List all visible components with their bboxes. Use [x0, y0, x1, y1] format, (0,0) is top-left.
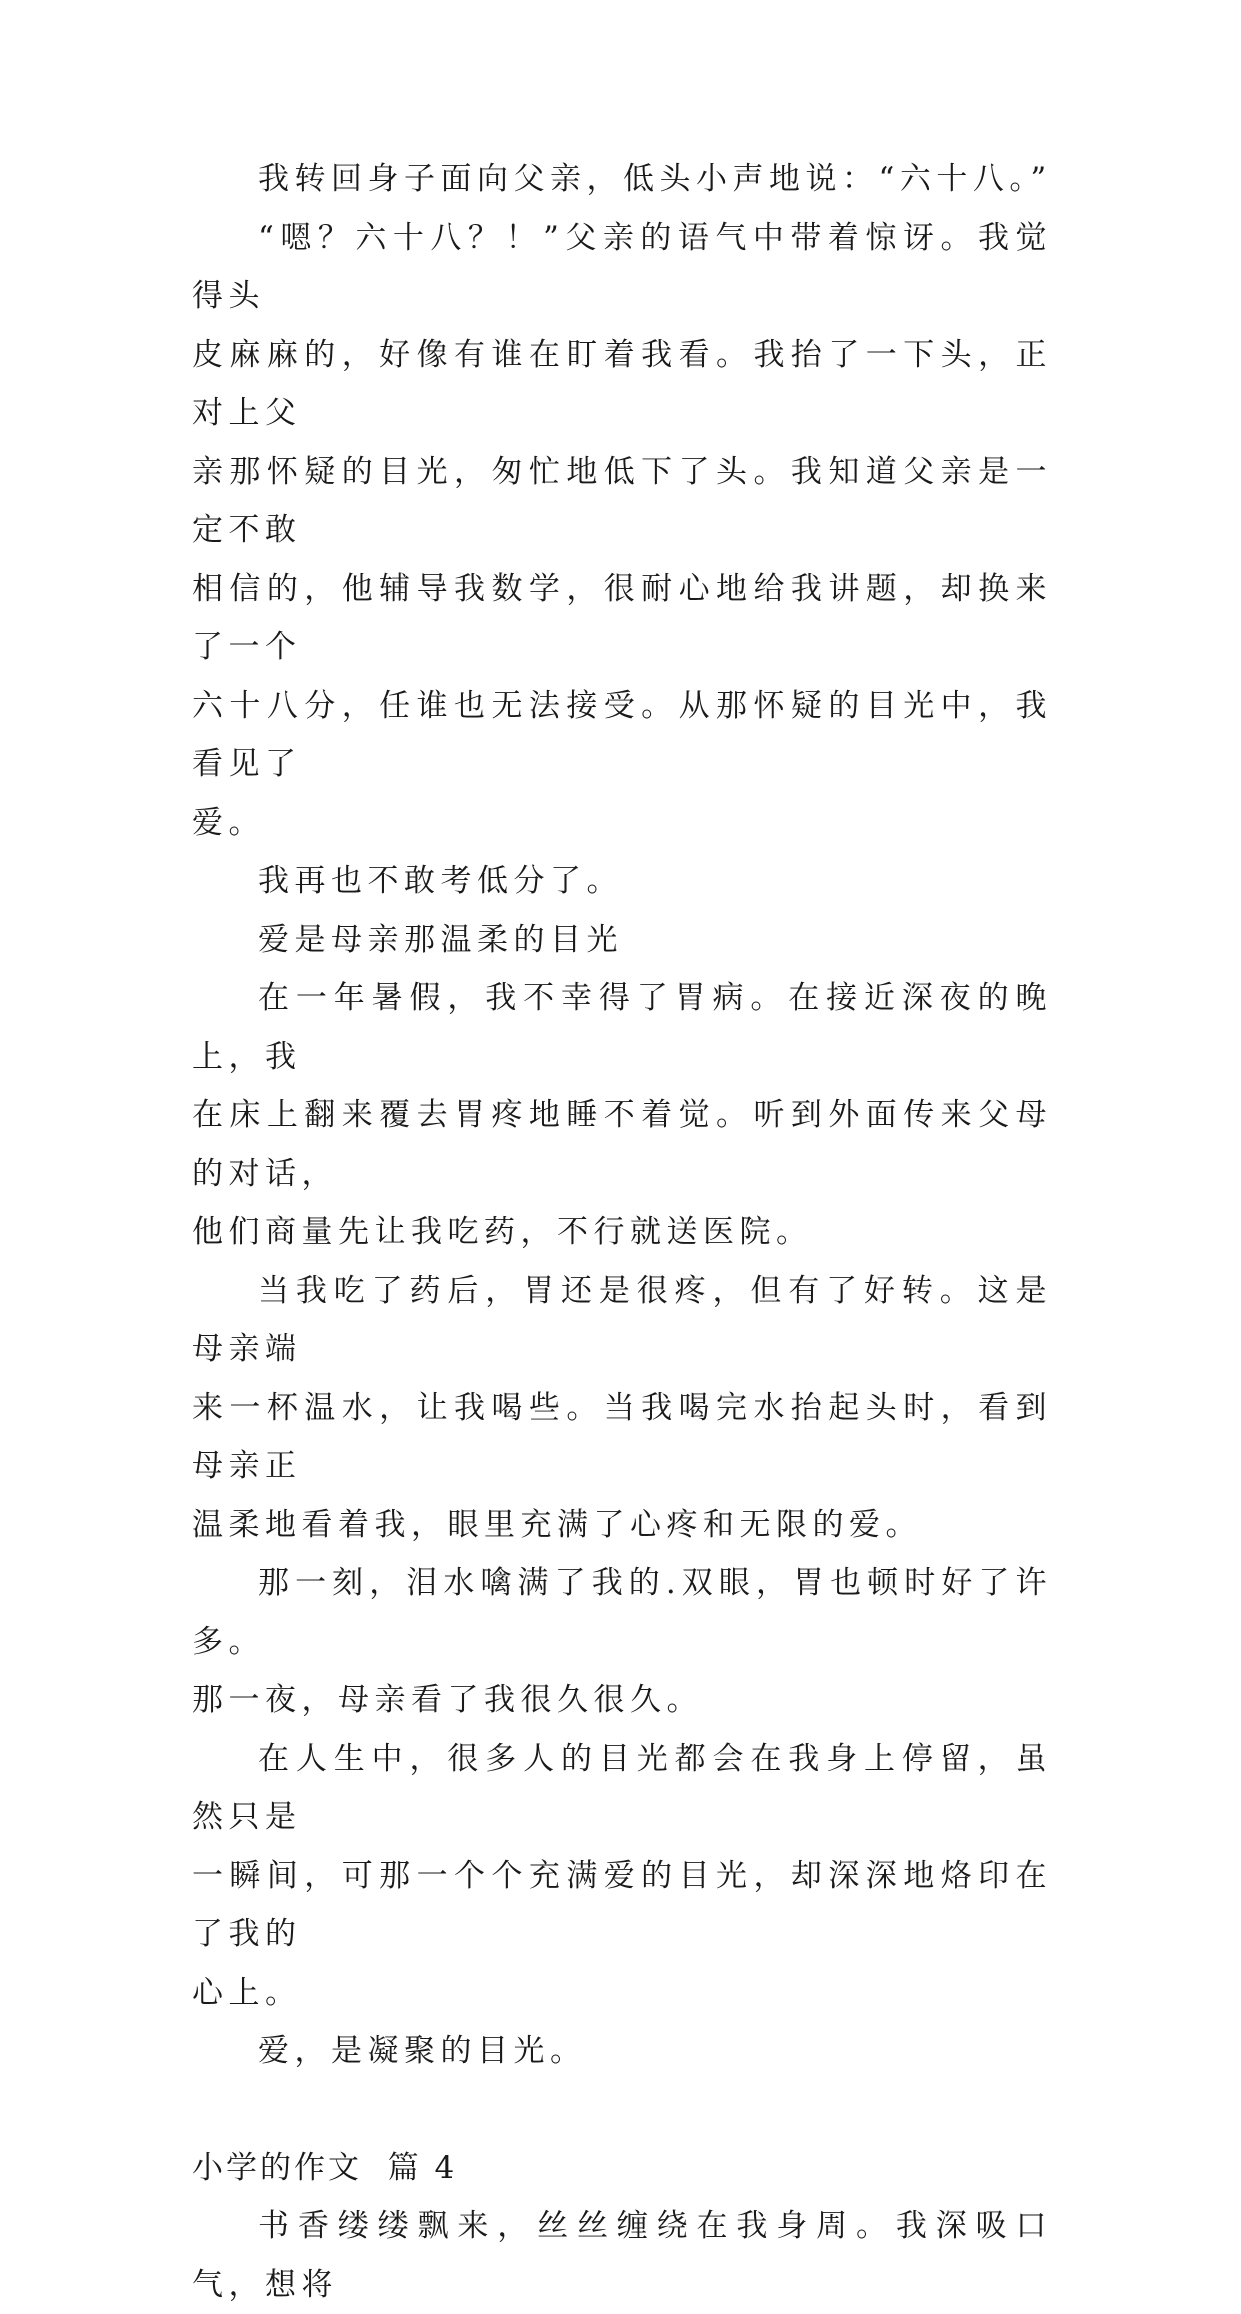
section-title: 小学的作文 篇 4 — [192, 2149, 458, 2186]
text-line: 相信的，他辅导我数学，很耐心地给我讲题，却换来了一个 — [192, 570, 1052, 665]
text-line: “嗯？六十八？！”父亲的语气中带着惊讶。我觉得头 — [192, 219, 1052, 314]
text-line: 那一夜，母亲看了我很久很久。 — [192, 1682, 703, 1718]
text-line: 爱，是凝聚的目光。 — [258, 2033, 587, 2069]
paragraph — [192, 150, 1052, 209]
paragraph — [192, 1262, 1052, 1555]
text-line: 亲那怀疑的目光，匆忙地低下了头。我知道父亲是一定不敢 — [192, 453, 1052, 548]
text-line: 他们商量先让我吃药，不行就送医院。 — [192, 1214, 813, 1250]
text-line: 当我吃了药后，胃还是很疼，但有了好转。这是母亲端 — [192, 1272, 1052, 1367]
paragraph — [192, 969, 1052, 1262]
text-line: 爱是母亲那温柔的目光 — [258, 921, 623, 958]
paragraph — [192, 911, 1052, 970]
text-line: 在人生中，很多人的目光都会在我身上停留，虽然只是 — [192, 1740, 1052, 1835]
paragraph — [192, 852, 1052, 911]
text-line: 一瞬间，可那一个个充满爱的目光，却深深地烙印在了我的 — [192, 1857, 1052, 1952]
text-line: 那一刻，泪水噙满了我的.双眼，胃也顿时好了许多。 — [192, 1565, 1052, 1660]
text-line: 在床上翻来覆去胃疼地睡不着觉。听到外面传来父母的对话， — [192, 1097, 1052, 1192]
paragraph — [192, 1554, 1052, 1730]
paragraph — [192, 2022, 1052, 2081]
text-line: 书香缕缕飘来，丝丝缠绕在我身周。我深吸口气，想将 — [192, 2208, 1052, 2303]
text-line: 在一年暑假，我不幸得了胃病。在接近深夜的晚上，我 — [192, 980, 1052, 1075]
text-line: 皮麻麻的，好像有谁在盯着我看。我抬了一下头，正对上父 — [192, 336, 1052, 431]
paragraph — [192, 2197, 1052, 2314]
text-line: 爱。 — [192, 804, 265, 841]
document-body — [192, 150, 1052, 2314]
paragraph — [192, 209, 1052, 853]
text-line: 我转回身子面向父亲，低头小声地说：“六十八。” — [258, 161, 1052, 197]
text-line: 心上。 — [192, 1974, 302, 2011]
text-line: 来一杯温水，让我喝些。当我喝完水抬起头时，看到母亲正 — [192, 1389, 1052, 1484]
text-line: 我再也不敢考低分了。 — [258, 863, 623, 899]
text-line: 六十八分，任谁也无法接受。从那怀疑的目光中，我看见了 — [192, 687, 1052, 782]
text-line: 温柔地看着我，眼里充满了心疼和无限的爱。 — [192, 1506, 922, 1543]
paragraph — [192, 1730, 1052, 2023]
